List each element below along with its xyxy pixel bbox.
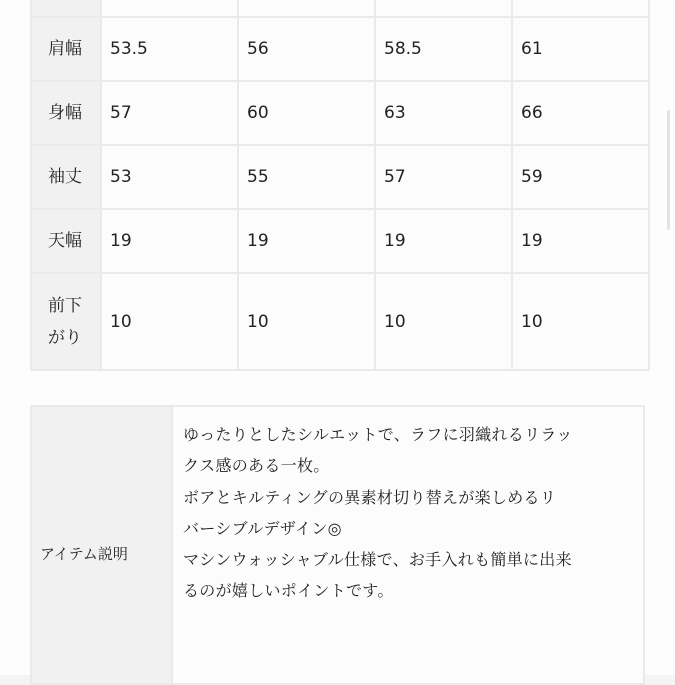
description-line: バーシブルデザイン◎ [183, 518, 342, 538]
row-label-line: 前下 [48, 295, 82, 316]
description-line: るのが嬉しいポイントです。 [183, 581, 394, 601]
table-row-front-drop [31, 273, 649, 370]
scrollbar[interactable] [667, 110, 670, 230]
table-cell: 19 [101, 209, 238, 273]
table-cell: 58.5 [375, 17, 512, 81]
table-cell: 19 [238, 209, 375, 273]
item-description-table [30, 405, 645, 685]
table-cell: 63 [375, 81, 512, 145]
table-row-shoulder [31, 17, 649, 81]
table-row-body-width [31, 81, 649, 145]
table-cell: 55 [238, 145, 375, 209]
table-cell: 10 [375, 273, 512, 370]
table-cell: 66 [512, 81, 649, 145]
table-cell: 56 [238, 17, 375, 81]
row-label-line: がり [48, 327, 82, 348]
item-description-body [173, 407, 643, 683]
table-row-neck-width [31, 209, 649, 273]
row-label: 天幅 [31, 209, 101, 273]
description-line: クス感のある一枚。 [183, 456, 330, 476]
table-cell: 19 [375, 209, 512, 273]
table-cell: 19 [512, 209, 649, 273]
description-line: ボアとキルティングの異素材切り替えが楽しめるリ [183, 487, 557, 507]
row-label: 袖丈 [31, 145, 101, 209]
table-row [31, 0, 649, 17]
table-cell: 61 [512, 17, 649, 81]
table-cell: 59 [512, 145, 649, 209]
table-cell: 57 [101, 81, 238, 145]
table-cell: 53 [101, 145, 238, 209]
row-label: 身幅 [31, 81, 101, 145]
table-cell: 57 [375, 145, 512, 209]
table-cell: 53.5 [101, 17, 238, 81]
table-cell: 10 [512, 273, 649, 370]
row-label: 肩幅 [31, 17, 101, 81]
table-cell: 60 [238, 81, 375, 145]
table-cell: 10 [238, 273, 375, 370]
item-description-label: アイテム説明 [32, 407, 173, 683]
size-table [30, 0, 650, 371]
table-row-sleeve [31, 145, 649, 209]
description-line: マシンウォッシャブル仕様で、お手入れも簡単に出来 [183, 550, 572, 570]
description-line: ゆったりとしたシルエットで、ラフに羽織れるリラッ [183, 425, 573, 444]
table-cell: 10 [101, 273, 238, 370]
row-label [31, 273, 101, 370]
